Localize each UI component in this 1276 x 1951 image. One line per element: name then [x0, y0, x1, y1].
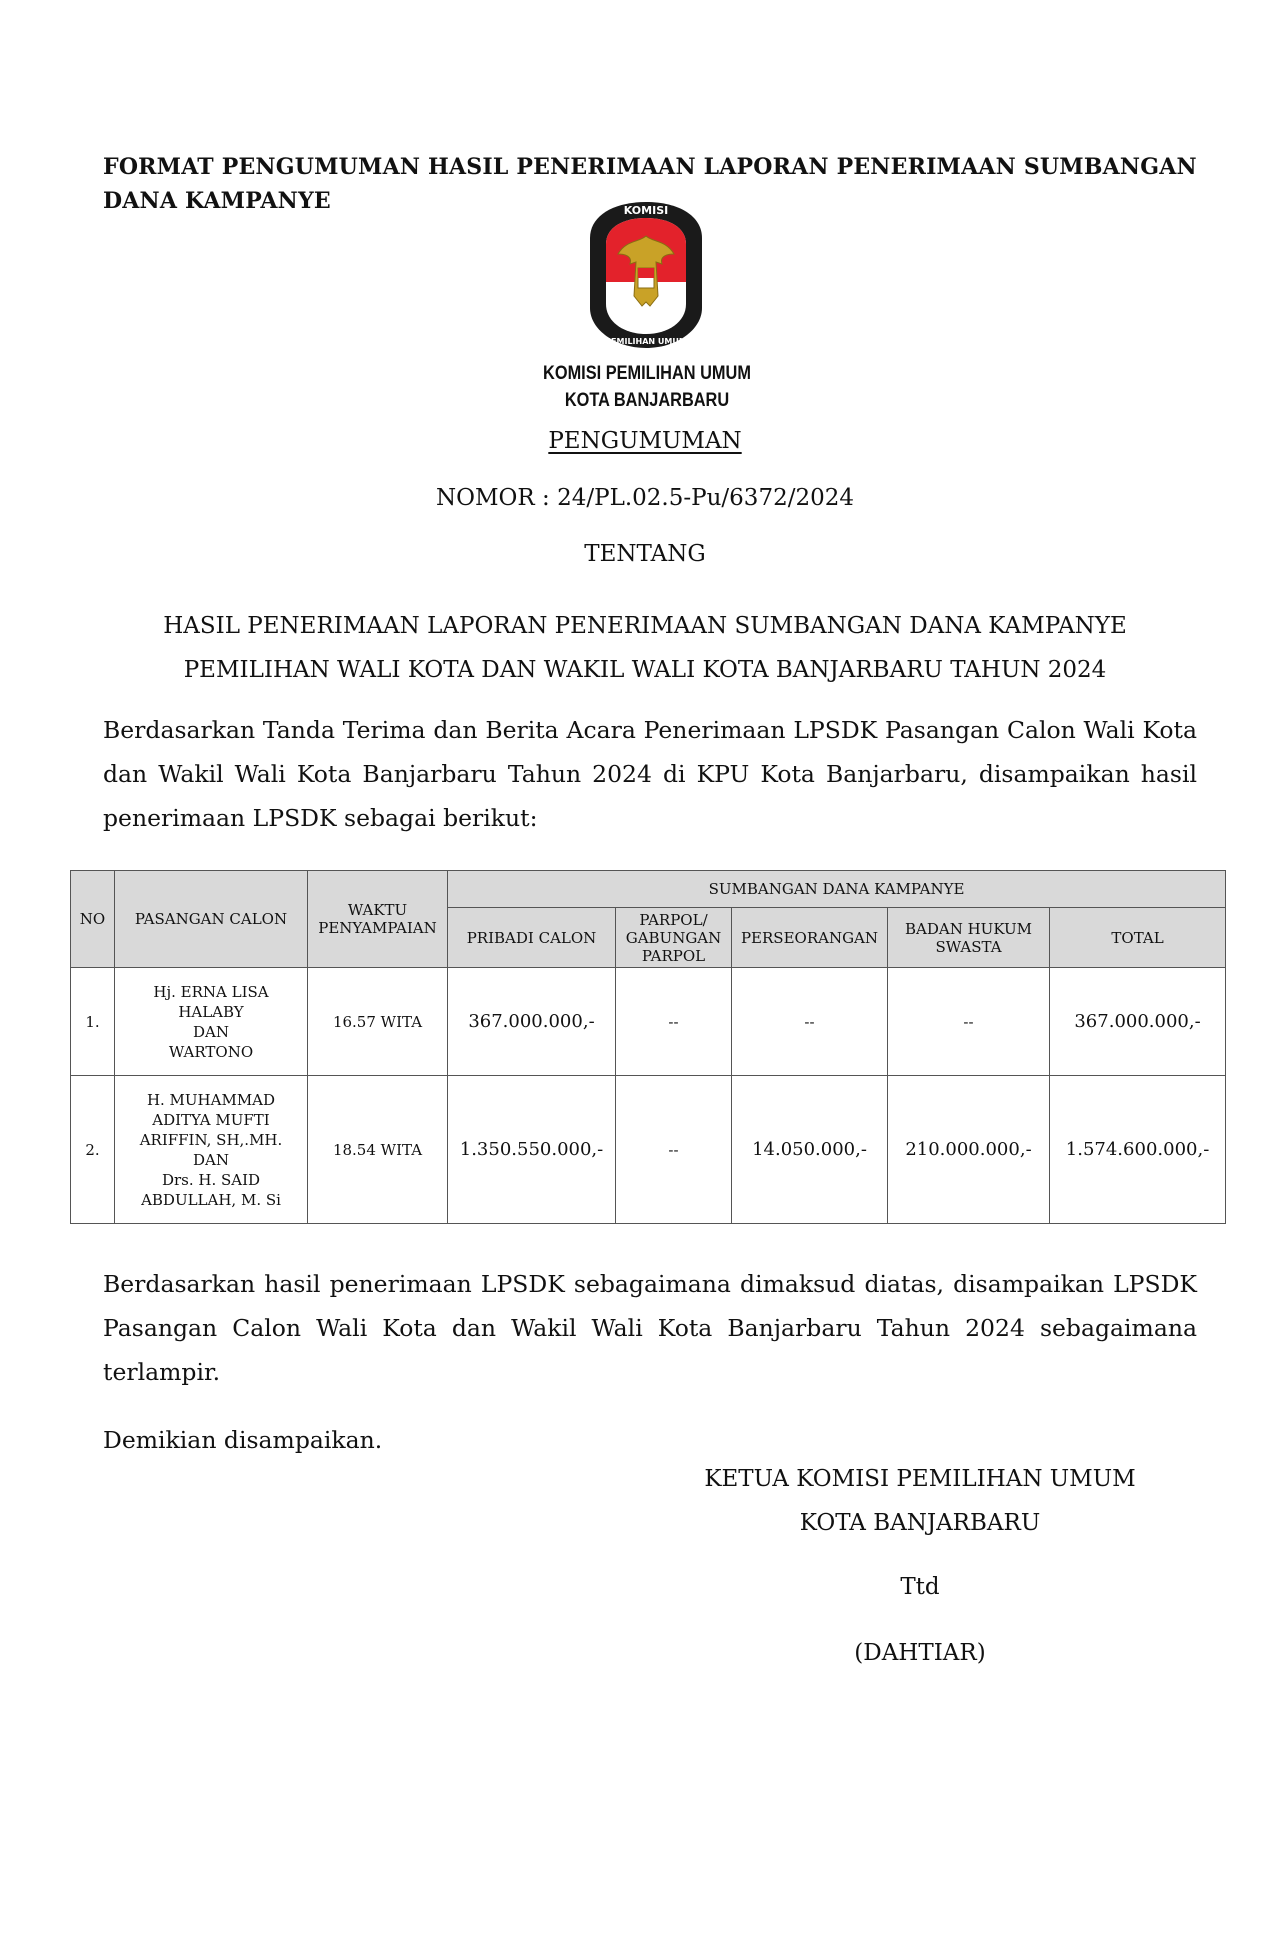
signature-title-line-1: KETUA KOMISI PEMILIHAN UMUM [704, 1466, 1136, 1492]
header-no: NO [71, 871, 115, 968]
header-pasangan: PASANGAN CALON [115, 871, 308, 968]
demikian-paragraph: Demikian disampaikan. [103, 1426, 383, 1454]
cell-badan: 210.000.000,- [888, 1076, 1050, 1224]
cell-total: 367.000.000,- [1050, 968, 1226, 1076]
header-perseorangan: PERSEORANGAN [732, 908, 888, 968]
contribution-table [70, 870, 1226, 1224]
subject-line-2: PEMILIHAN WALI KOTA DAN WAKIL WALI KOTA BANJARBARU TAHUN 2024 [183, 657, 1107, 683]
cell-pasangan: H. MUHAMMAD ADITYA MUFTI ARIFFIN, SH,.MH. DAN Drs. H. SAID ABDULLAH, M. Si [115, 1076, 308, 1224]
header-badan: BADAN HUKUM SWASTA [888, 908, 1050, 968]
signatory-name: (DAHTIAR) [854, 1640, 986, 1666]
cell-pribadi: 1.350.550.000,- [448, 1076, 616, 1224]
cell-perseorangan: 14.050.000,- [732, 1076, 888, 1224]
document-subject [0, 604, 1276, 692]
logo-top-text: KOMISI [623, 204, 669, 217]
document-number: NOMOR : 24/PL.02.5-Pu/6372/2024 [436, 485, 854, 511]
header-pribadi: PRIBADI CALON [448, 908, 616, 968]
header-total: TOTAL [1050, 908, 1226, 968]
cell-pribadi: 367.000.000,- [448, 968, 616, 1076]
org-line-2: KOTA BANJARBARU [564, 390, 730, 411]
cell-badan: -- [888, 968, 1050, 1076]
table-row [71, 968, 1226, 1076]
cell-perseorangan: -- [732, 968, 888, 1076]
intro-paragraph: Berdasarkan Tanda Terima dan Berita Acara Penerimaan LPSDK Pasangan Calon Wali Kota dan Wakil Wali Kota Banjarbaru Tahun 2024 di KPU Kota Banjarbaru, disampaikan hasil penerimaan LPSDK sebagai berikut: [103, 716, 1197, 832]
cell-parpol: -- [616, 968, 732, 1076]
title-text: PENGUMUMAN [548, 428, 742, 454]
closing-paragraph: Berdasarkan hasil penerimaan LPSDK sebagaimana dimaksud diatas, disampaikan LPSDK Pasangan Calon Wali Kota dan Wakil Wali Kota Banjarbaru Tahun 2024 sebagaimana terlampir. [103, 1270, 1197, 1386]
document-title [0, 428, 1276, 454]
subject-line-1: HASIL PENERIMAAN LAPORAN PENERIMAAN SUMBANGAN DANA KAMPANYE [163, 613, 1127, 639]
cell-waktu: 16.57 WITA [308, 968, 448, 1076]
header-waktu: WAKTU PENYAMPAIAN [308, 871, 448, 968]
logo-ring-text: PEMILIHAN UMUM [605, 337, 687, 346]
table-row [71, 1076, 1226, 1224]
organization-name [538, 360, 756, 414]
header-parpol: PARPOL/ GABUNGAN PARPOL [616, 908, 732, 968]
signature-ttd: Ttd [900, 1574, 940, 1600]
signature-title-line-2: KOTA BANJARBARU [799, 1510, 1041, 1536]
cell-pasangan: Hj. ERNA LISA HALABY DAN WARTONO [115, 968, 308, 1076]
cell-parpol: -- [616, 1076, 732, 1224]
header-sumbangan-group: SUMBANGAN DANA KAMPANYE [448, 871, 1226, 908]
cell-no: 2. [71, 1076, 115, 1224]
cell-no: 1. [71, 968, 115, 1076]
cell-waktu: 18.54 WITA [308, 1076, 448, 1224]
cell-total: 1.574.600.000,- [1050, 1076, 1226, 1224]
document-heading: FORMAT PENGUMUMAN HASIL PENERIMAAN LAPORAN PENERIMAAN SUMBANGAN DANA KAMPANYE [103, 154, 1197, 214]
tentang-label: TENTANG [584, 541, 706, 567]
kpu-logo [584, 198, 708, 352]
org-line-1: KOMISI PEMILIHAN UMUM [543, 363, 751, 384]
